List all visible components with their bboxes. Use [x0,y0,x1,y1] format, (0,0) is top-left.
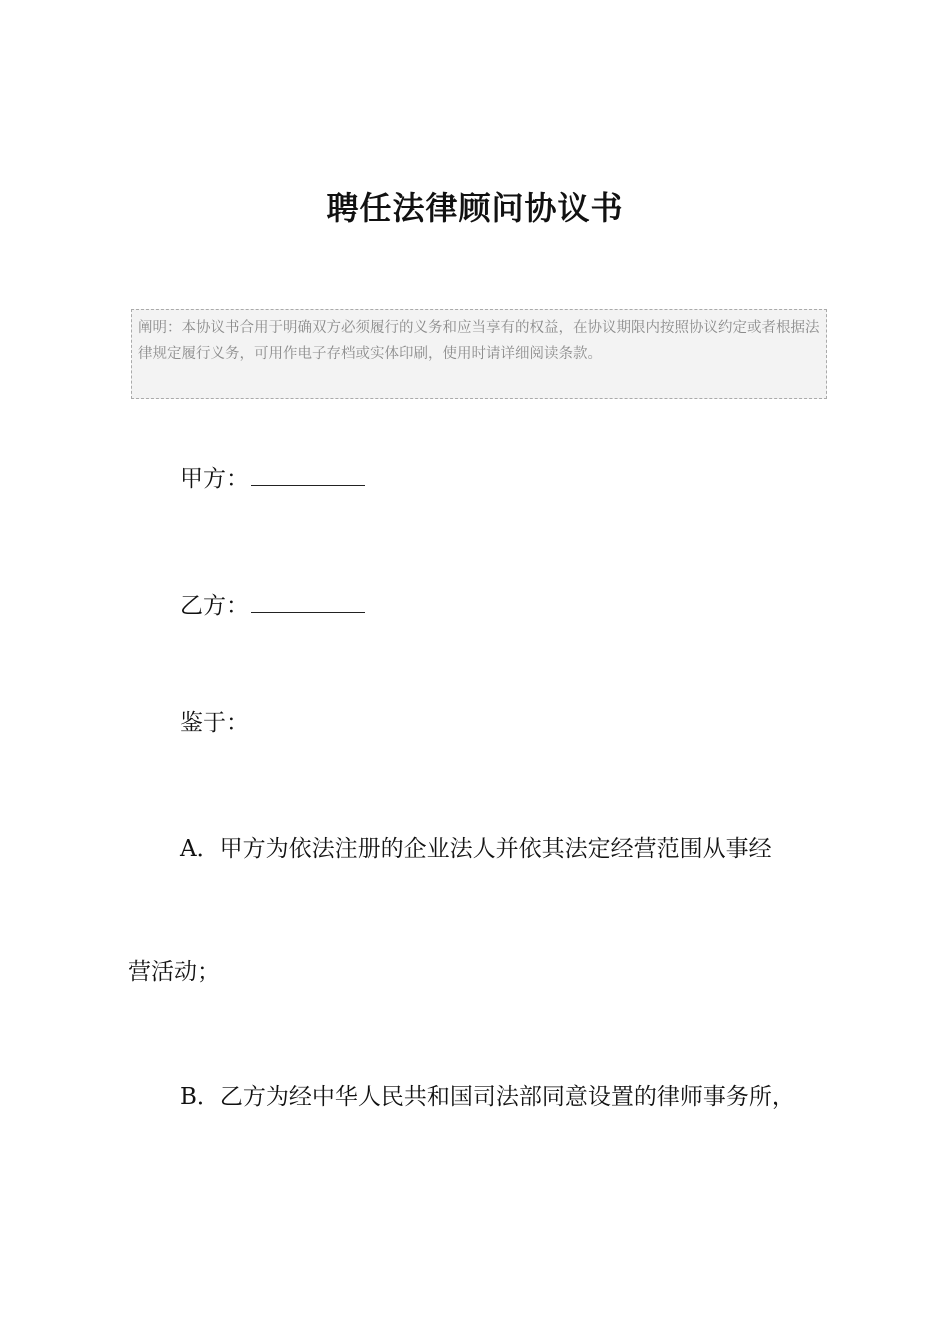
party-a-line [180,459,365,496]
party-b-line [180,586,365,623]
clause-a-line-1: A．甲方为依法注册的企业法人并依其法定经营范围从事经 [180,836,772,862]
clause-b-line-1: B．乙方为经中华人民共和国司法部同意设置的律师事务所， [180,1084,795,1110]
clause-a-line-2: 营活动； [128,959,220,985]
whereas-heading: 鉴于： [180,710,249,736]
disclaimer-box: 阐明：本协议书合用于明确双方必须履行的义务和应当享有的权益，在协议期限内按照协议约定或者根据法律规定履行义务，可用作电子存档或实体印刷，使用时请详细阅读条款。 [131,309,827,399]
party-a-blank-field[interactable] [251,459,365,486]
party-b-label: 乙方： [180,593,249,619]
document-title: 聘任法律顾问协议书 [326,189,624,227]
party-b-blank-field[interactable] [251,586,365,613]
party-a-label: 甲方： [180,466,249,492]
